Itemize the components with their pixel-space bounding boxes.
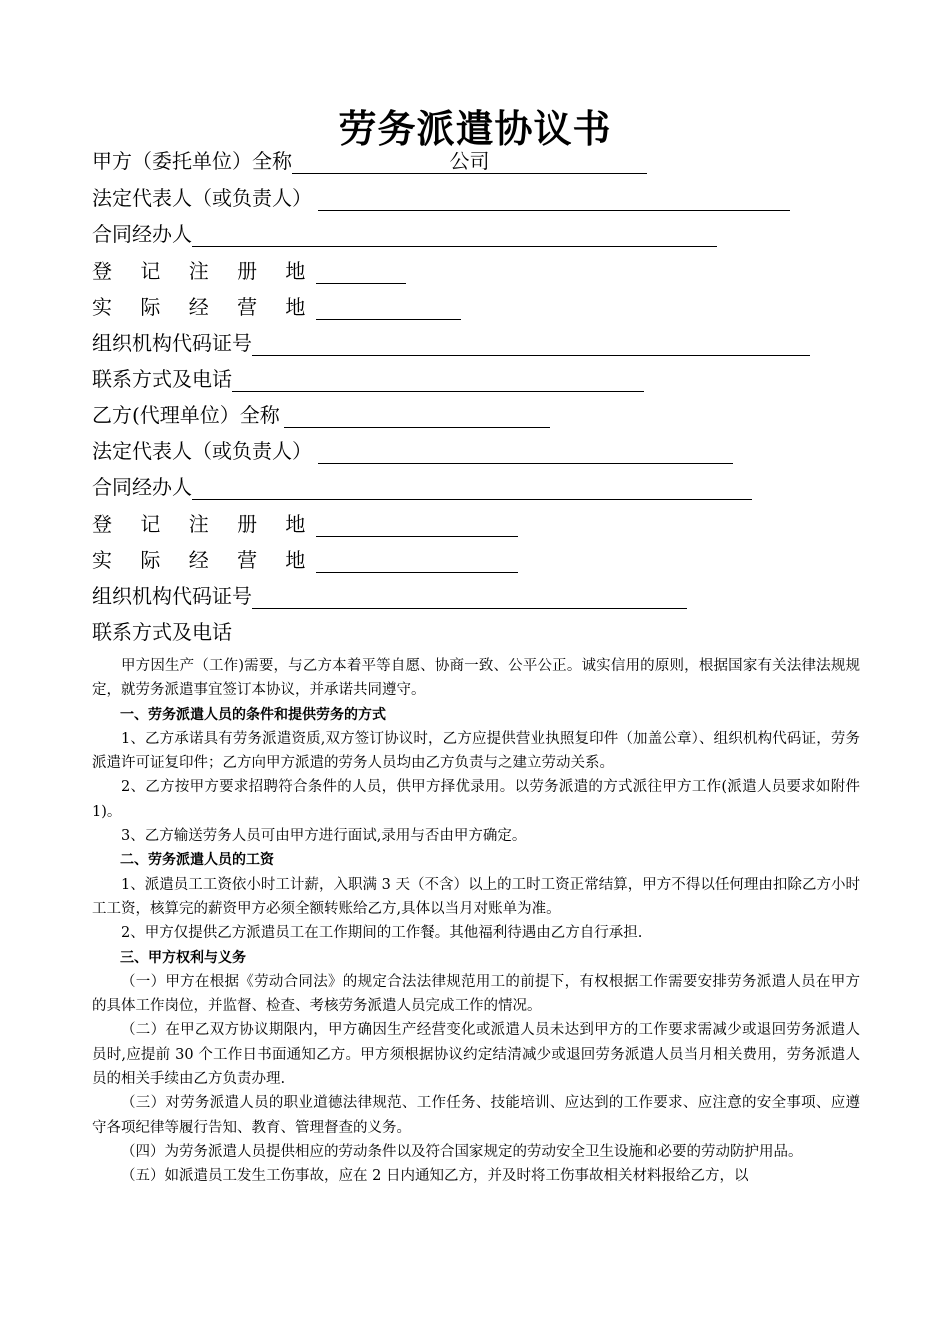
party-a-actual-address-line — [316, 293, 461, 320]
party-b-actual-address-line — [316, 546, 518, 573]
party-a-actual-address-field — [92, 293, 461, 321]
party-b-actual-address-label: 实 际 经 营 地 — [92, 548, 317, 572]
section-3-clause-1: （一）甲方在根据《劳动合同法》的规定合法法律规范用工的前提下，有权根据工作需要安排劳务派遣人员在甲方的具体工作岗位，并监督、检查、考核劳务派遣人员完成工作的情况。 — [92, 973, 860, 1015]
party-a-handler-field — [92, 220, 717, 248]
party-b-name-line — [284, 401, 550, 428]
party-b-legal-rep-field — [92, 437, 733, 465]
party-b-legal-rep-label: 法定代表人（或负责人） — [92, 439, 312, 463]
party-a-legal-rep-line — [318, 184, 790, 211]
party-b-reg-address-field — [92, 510, 518, 538]
section-3-clause-2: （二）在甲乙双方协议期限内，甲方确因生产经营变化或派遣人员未达到甲方的工作要求需减少或退回劳务派遣人员时,应提前 30 个工作日书面通知乙方。甲方须根据协议约定结清减少或退回劳务派遣人员当月相关费用，劳务派遣人员的相关手续由乙方负责办理. — [92, 1022, 860, 1088]
party-b-org-code-line — [252, 582, 687, 609]
party-b-name-field — [92, 401, 550, 429]
section-2-heading: 二、劳务派遣人员的工资 — [120, 852, 274, 869]
party-a-name-field — [92, 147, 647, 175]
party-a-handler-line — [192, 220, 717, 247]
party-b-org-code-label: 组织机构代码证号 — [92, 584, 252, 608]
section-1-clause-3: 3、乙方输送劳务人员可由甲方进行面试,录用与否由甲方确定。 — [121, 828, 527, 845]
party-b-reg-address-label: 登 记 注 册 地 — [92, 512, 317, 536]
party-b-handler-label: 合同经办人 — [92, 475, 192, 499]
party-a-name-label: 甲方（委托单位）全称 — [92, 149, 292, 173]
party-a-contact-line — [232, 365, 644, 392]
document-title: 劳务派遣协议书 — [338, 107, 612, 151]
section-1-clause-2: 2、乙方按甲方要求招聘符合条件的人员，供甲方择优录用。以劳务派遣的方式派往甲方工作(派遣人员要求如附件 1)。 — [92, 779, 860, 820]
party-b-legal-rep-line — [318, 437, 733, 464]
party-a-org-code-label: 组织机构代码证号 — [92, 331, 252, 355]
section-2-clause-1: 1、派遣员工工资依小时工计薪，入职满 3 天（不含）以上的工时工资正常结算，甲方不得以任何理由扣除乙方小时工工资，核算完的薪资甲方必须全额转账给乙方,具体以当月对账单为准。 — [92, 876, 860, 917]
party-a-contact-label: 联系方式及电话 — [92, 367, 232, 391]
intro-paragraph: 甲方因生产（工作)需要，与乙方本着平等自愿、协商一致、公平公正。诚实信用的原则，根据国家有关法律法规规定，就劳务派遣事宜签订本协议，并承诺共同遵守。 — [92, 658, 860, 699]
section-2-clause-2: 2、甲方仅提供乙方派遣员工在工作期间的工作餐。其他福利待遇由乙方自行承担. — [121, 925, 643, 942]
party-b-contact-field — [92, 618, 232, 646]
party-b-reg-address-line — [316, 510, 518, 537]
section-1-clause-1: 1、乙方承诺具有劳务派遣资质,双方签订协议时，乙方应提供营业执照复印件（加盖公章）、组织机构代码证，劳务派遣许可证复印件；乙方向甲方派遣的劳务人员均由乙方负责与之建立劳动关系。 — [92, 730, 860, 772]
party-a-org-code-field — [92, 329, 810, 357]
party-a-handler-label: 合同经办人 — [92, 222, 192, 246]
section-3-clause-4: （四）为劳务派遣人员提供相应的劳动条件以及符合国家规定的劳动安全卫生设施和必要的劳动防护用品。 — [121, 1143, 803, 1160]
party-a-contact-field — [92, 365, 644, 393]
agreement-body — [92, 654, 860, 1189]
party-a-name-value: 公司 — [449, 149, 490, 173]
party-a-actual-address-label: 实 际 经 营 地 — [92, 295, 317, 319]
party-b-name-label: 乙方(代理单位）全称 — [92, 403, 280, 427]
section-3-heading: 三、甲方权利与义务 — [120, 949, 246, 966]
party-a-legal-rep-field — [92, 184, 790, 212]
party-a-org-code-line — [252, 329, 810, 356]
party-a-reg-address-line — [316, 257, 406, 284]
party-b-actual-address-field — [92, 546, 518, 574]
section-3-clause-3: （三）对劳务派遣人员的职业道德法律规范、工作任务、技能培训、应达到的工作要求、应注意的安全事项、应遵守各项纪律等履行告知、教育、管理督查的义务。 — [92, 1095, 860, 1136]
party-b-handler-line — [192, 473, 752, 500]
party-a-name-line — [292, 147, 647, 174]
party-a-legal-rep-label: 法定代表人（或负责人） — [92, 186, 312, 210]
party-a-reg-address-label: 登 记 注 册 地 — [92, 259, 317, 283]
section-3-clause-5: （五）如派遣员工发生工伤事故，应在 2 日内通知乙方，并及时将工伤事故相关材料报给乙方，以 — [121, 1168, 749, 1185]
party-b-contact-label: 联系方式及电话 — [92, 620, 232, 644]
party-a-reg-address-field — [92, 257, 406, 285]
party-b-org-code-field — [92, 582, 687, 610]
section-1-heading: 一、劳务派遣人员的条件和提供劳务的方式 — [120, 706, 386, 723]
party-b-handler-field — [92, 473, 752, 501]
